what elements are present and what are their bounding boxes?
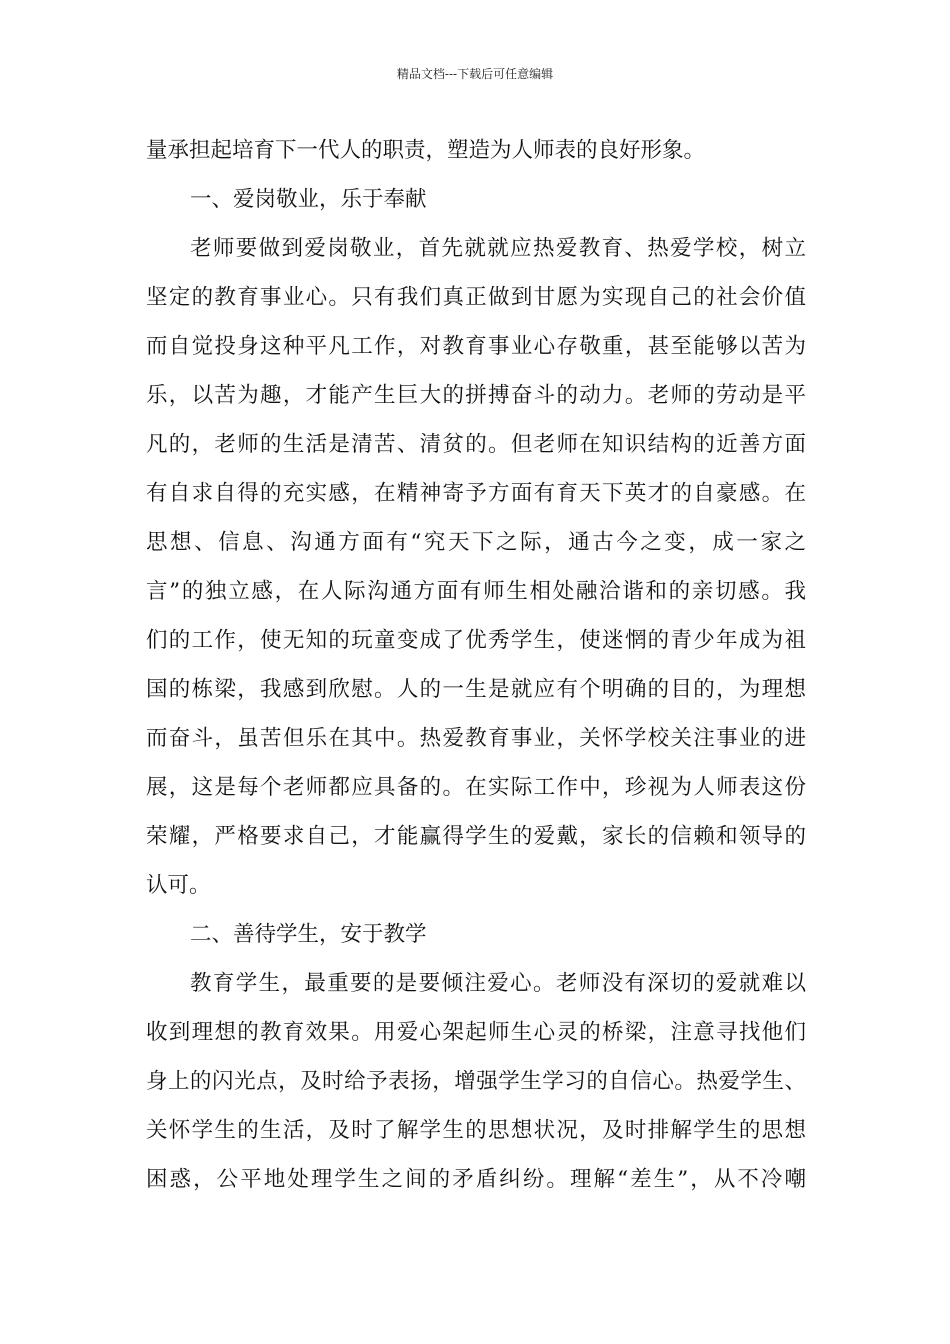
page-header: 精品文档---下载后可任意编辑 — [396, 67, 554, 81]
text-line: 收到理想的教育效果。用爱心架起师生心灵的桥梁，注意寻找他们 — [146, 1020, 806, 1045]
text-line: 身上的闪光点，及时给予表扬，增强学生学习的自信心。热爱学生、 — [146, 1069, 806, 1094]
text-line: 教育学生，最重要的是要倾注爱心。老师没有深切的爱就难以 — [190, 971, 806, 996]
text-line: 老师要做到爱岗敬业，首先就就应热爱教育、热爱学校，树立 — [190, 236, 806, 261]
text-line: 而自觉投身这种平凡工作，对教育事业心存敬重，甚至能够以苦为 — [146, 334, 806, 359]
document-body — [146, 126, 806, 1204]
text-line: 展，这是每个老师都应具备的。在实际工作中，珍视为人师表这份 — [146, 775, 806, 800]
text-line: 而奋斗，虽苦但乐在其中。热爱教育事业，关怀学校关注事业的进 — [146, 726, 806, 751]
text-line: 量承担起培育下一代人的职责，塑造为人师表的良好形象。 — [146, 138, 706, 163]
text-line: 困惑，公平地处理学生之间的矛盾纠纷。理解“差生”，从不冷嘲 — [146, 1167, 806, 1192]
text-line: 凡的，老师的生活是清苦、清贫的。但老师在知识结构的近善方面 — [146, 432, 806, 457]
text-line: 一、爱岗敬业，乐于奉献 — [190, 187, 427, 212]
text-line: 荣耀，严格要求自己，才能赢得学生的爱戴，家长的信赖和领导的 — [146, 824, 806, 849]
text-line: 有自求自得的充实感，在精神寄予方面有育天下英才的自豪感。在 — [146, 481, 806, 506]
text-line: 们的工作，使无知的玩童变成了优秀学生，使迷惘的青少年成为祖 — [146, 628, 806, 653]
text-line: 二、善待学生，安于教学 — [190, 922, 427, 947]
text-line: 言”的独立感，在人际沟通方面有师生相处融洽谐和的亲切感。我 — [146, 579, 806, 604]
text-line: 国的栋梁，我感到欣慰。人的一生是就应有个明确的目的，为理想 — [146, 677, 806, 702]
text-line: 思想、信息、沟通方面有“究天下之际，通古今之变，成一家之 — [146, 530, 806, 555]
text-line: 坚定的教育事业心。只有我们真正做到甘愿为实现自己的社会价值 — [146, 285, 806, 310]
text-line: 认可。 — [146, 873, 211, 898]
text-line: 关怀学生的生活，及时了解学生的思想状况，及时排解学生的思想 — [146, 1118, 806, 1143]
text-line: 乐，以苦为趣，才能产生巨大的拼搏奋斗的动力。老师的劳动是平 — [146, 383, 806, 408]
